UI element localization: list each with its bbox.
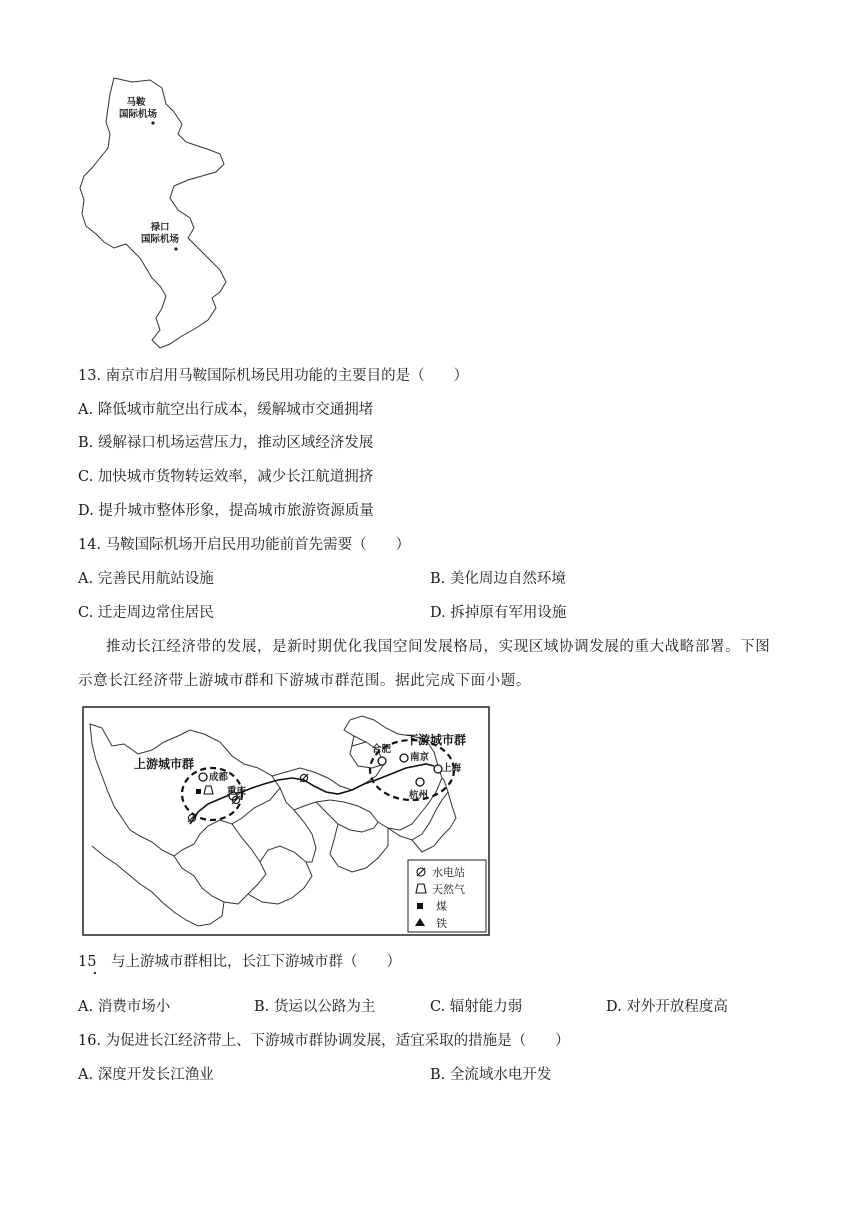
- chengdu-label: 成都: [209, 772, 229, 783]
- coal-symbol: [196, 789, 201, 794]
- q15-option-b: B. 货运以公路为主: [254, 999, 376, 1015]
- q16-option-a: A. 深度开发长江渔业: [78, 1067, 214, 1083]
- q15-option-d: D. 对外开放程度高: [606, 999, 728, 1015]
- q14-option-b: B. 美化周边自然环境: [430, 571, 566, 587]
- maan-airport-label-1: 马鞍: [126, 97, 146, 108]
- maan-airport-label-2: 国际机场: [118, 109, 158, 120]
- q16-stem: 16. 为促进长江经济带上、下游城市群协调发展，适宜采取的措施是（ ）: [78, 1033, 570, 1049]
- q16-option-b: B. 全流域水电开发: [430, 1067, 552, 1083]
- maan-airport-dot: [151, 121, 154, 124]
- q14-stem: 14. 马鞍国际机场开启民用功能前首先需要（ ）: [78, 537, 411, 553]
- upstream-cluster-label: 上游城市群: [134, 757, 195, 771]
- q14-option-c: C. 迁走周边常住居民: [78, 605, 214, 621]
- intro-line-1: 推动长江经济带的发展，是新时期优化我国空间发展格局，实现区域协调发展的重大战略部署。下图: [106, 639, 771, 655]
- chongqing-label: 重庆: [227, 786, 247, 797]
- legend-coal-label: 煤: [436, 900, 447, 913]
- q13-option-c: C. 加快城市货物转运效率，减少长江航道拥挤: [78, 469, 374, 485]
- q13-stem: 13. 南京市启用马鞍国际机场民用功能的主要目的是（ ）: [78, 368, 469, 384]
- coal-legend-icon: [417, 903, 423, 909]
- q13-option-a: A. 降低城市航空出行成本，缓解城市交通拥堵: [78, 402, 374, 418]
- lukou-airport-label-2: 国际机场: [140, 234, 180, 245]
- q15-option-c: C. 辐射能力弱: [430, 999, 523, 1015]
- legend-gas-label: 天然气: [432, 883, 465, 896]
- q13-option-d: D. 提升城市整体形象，提高城市旅游资源质量: [78, 503, 374, 519]
- chengdu-marker: [199, 773, 207, 781]
- map-legend: [408, 860, 486, 932]
- lukou-airport-dot: [174, 247, 177, 250]
- nanjing-map: [70, 72, 240, 352]
- hangzhou-label: 杭州: [409, 790, 429, 801]
- downstream-cluster-label: 下游城市群: [406, 733, 467, 747]
- nanjing-label: 南京: [410, 752, 430, 763]
- nanjing-marker: [400, 754, 408, 762]
- q14-option-a: A. 完善民用航站设施: [78, 571, 214, 587]
- yangtze-map: [82, 706, 492, 938]
- hangzhou-marker: [416, 778, 424, 786]
- q15-stem: 15 与上游城市群相比，长江下游城市群（ ）: [78, 954, 401, 970]
- shanghai-label: 上海: [442, 763, 462, 774]
- q13-option-b: B. 缓解禄口机场运营压力，推动区域经济发展: [78, 435, 374, 451]
- q14-option-d: D. 拆掉原有军用设施: [430, 605, 567, 621]
- hefei-marker: [378, 757, 386, 765]
- shanghai-marker: [434, 765, 442, 773]
- stray-dot: [94, 972, 96, 974]
- intro-line-2: 示意长江经济带上游城市群和下游城市群范围。据此完成下面小题。: [78, 673, 531, 689]
- legend-iron-label: 铁: [436, 917, 447, 930]
- lukou-airport-label-1: 禄口: [150, 222, 170, 233]
- hefei-label: 合肥: [372, 744, 392, 755]
- legend-hydro-label: 水电站: [432, 866, 465, 879]
- q15-option-a: A. 消费市场小: [78, 999, 171, 1015]
